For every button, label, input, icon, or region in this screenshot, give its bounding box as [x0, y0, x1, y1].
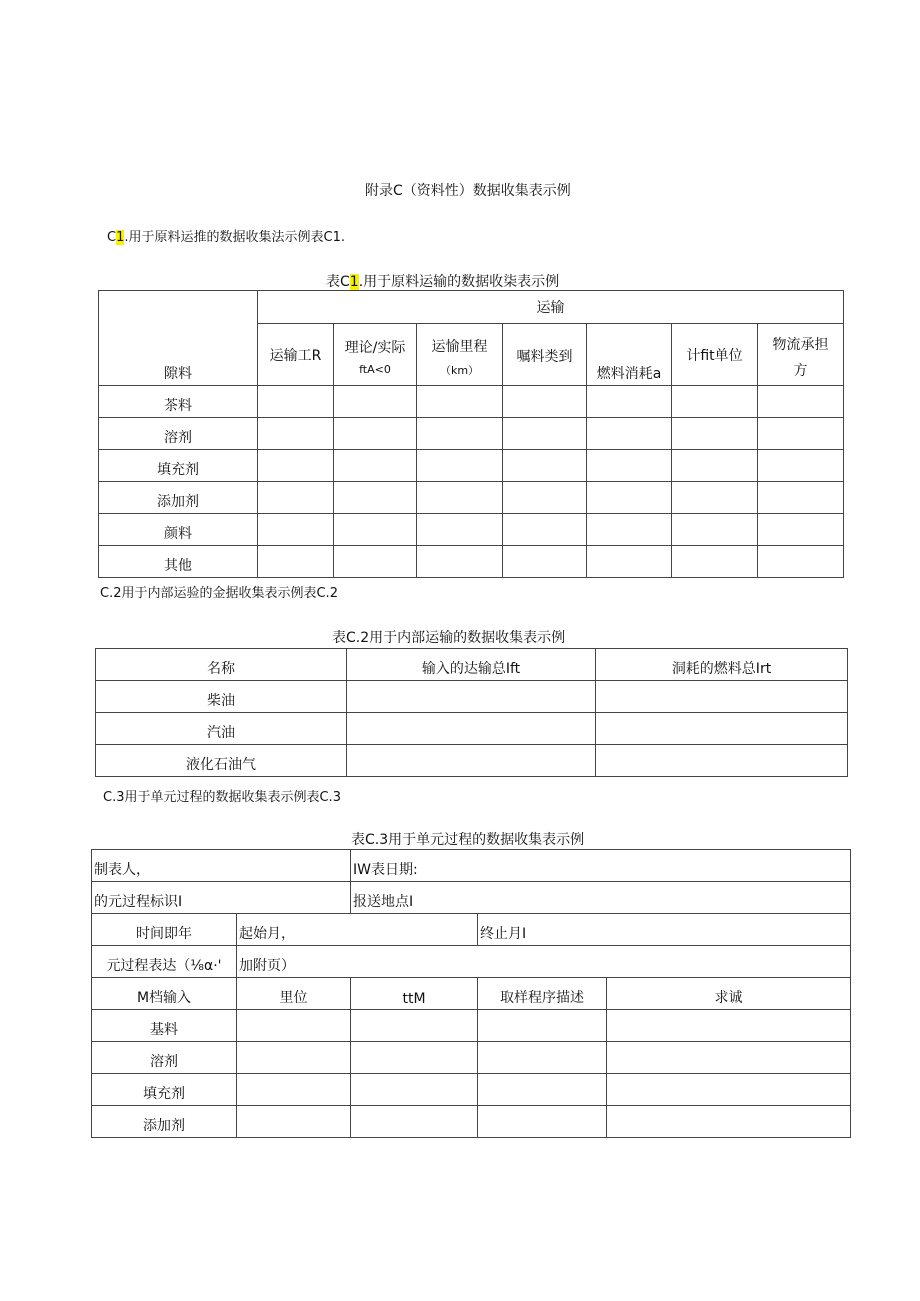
- table-cell[interactable]: [672, 450, 758, 482]
- section-c1-suffix: 1.: [332, 230, 345, 245]
- table-c3-row-label: 基料: [92, 1010, 237, 1042]
- table-c1-caption-pre: 表C: [326, 274, 350, 290]
- table-cell[interactable]: [587, 386, 672, 418]
- table-cell[interactable]: [258, 482, 334, 514]
- table-cell[interactable]: [607, 1106, 851, 1138]
- table-cell[interactable]: [758, 482, 844, 514]
- attach-note[interactable]: 加附页）: [237, 946, 851, 978]
- table-c2-caption: 表C.2用于内部运输的数据收集表示例: [332, 630, 566, 646]
- table-cell[interactable]: [237, 1010, 351, 1042]
- table-c2-col-header: 输入的达输总Ift: [347, 649, 596, 681]
- table-c1-row-label: 溶剂: [99, 418, 258, 450]
- table-c2-row-label: 液化石油气: [96, 745, 347, 777]
- table-cell[interactable]: [237, 1106, 351, 1138]
- table-c1-group-header: 运输: [258, 291, 844, 324]
- table-cell[interactable]: [334, 546, 417, 578]
- table-cell[interactable]: [672, 418, 758, 450]
- table-cell[interactable]: [237, 1042, 351, 1074]
- table-cell[interactable]: [417, 482, 503, 514]
- table-cell[interactable]: [351, 1074, 478, 1106]
- table-c3-col-header: 里位: [237, 978, 351, 1010]
- table-cell[interactable]: [758, 418, 844, 450]
- table-c1-col-header-label: 嘱料类到: [516, 349, 573, 365]
- table-cell[interactable]: [347, 681, 596, 713]
- table-cell[interactable]: [478, 1010, 607, 1042]
- table-cell[interactable]: [503, 514, 587, 546]
- table-cell[interactable]: [334, 418, 417, 450]
- table-cell[interactable]: [258, 386, 334, 418]
- document-title: 附录C（资料性）数据收集表示例: [365, 183, 571, 199]
- table-c1-col-header-label: 运愉里程: [431, 338, 488, 355]
- table-c2-row-label: 柴油: [96, 681, 347, 713]
- table-c1: [98, 290, 844, 578]
- table-cell[interactable]: [596, 713, 848, 745]
- table-cell[interactable]: [258, 418, 334, 450]
- date-field[interactable]: IW表日期:: [351, 850, 851, 882]
- table-cell[interactable]: [503, 482, 587, 514]
- table-c1-col-header-label: 计fit单位: [686, 347, 743, 364]
- table-c1-row-label: 茶料: [99, 386, 258, 418]
- table-cell[interactable]: [334, 386, 417, 418]
- table-cell[interactable]: [503, 450, 587, 482]
- section-c1-highlight: 1: [116, 230, 125, 245]
- process-desc-label: 元过程表达（⅛α·': [92, 946, 237, 978]
- table-cell[interactable]: [672, 482, 758, 514]
- table-cell[interactable]: [587, 514, 672, 546]
- table-c3-caption: 表C.3用于单元过程的数据收集表示例: [351, 832, 585, 848]
- table-c1-col-header: [758, 324, 844, 386]
- table-cell[interactable]: [334, 482, 417, 514]
- table-c1-col-header-label: 运输工R: [269, 347, 322, 364]
- table-cell[interactable]: [503, 546, 587, 578]
- table-c1-caption-highlight: 1: [349, 274, 359, 290]
- table-c1-col-header: [587, 324, 672, 386]
- table-c1-row-label: 其他: [99, 546, 258, 578]
- table-cell[interactable]: [478, 1074, 607, 1106]
- table-cell[interactable]: [478, 1106, 607, 1138]
- table-cell[interactable]: [672, 546, 758, 578]
- table-cell[interactable]: [417, 546, 503, 578]
- table-c1-col-header: [334, 324, 417, 386]
- start-month-field[interactable]: 起始月，: [237, 914, 478, 946]
- table-c2: [95, 648, 848, 777]
- table-c2-col-header: 名称: [96, 649, 347, 681]
- table-c3-col-header: 求诚: [607, 978, 851, 1010]
- table-c3-col-header: ttM: [351, 978, 478, 1010]
- table-cell[interactable]: [351, 1042, 478, 1074]
- table-c2-col-header: 洞耗的燃料总Irt: [596, 649, 848, 681]
- table-cell[interactable]: [587, 450, 672, 482]
- period-label: 时间即年: [92, 914, 237, 946]
- table-c1-col-header-label: 理论/实际: [344, 340, 406, 356]
- table-c1-caption: [326, 271, 559, 291]
- table-cell[interactable]: [478, 1042, 607, 1074]
- table-cell[interactable]: [758, 386, 844, 418]
- table-c1-col-header: [258, 324, 334, 386]
- table-cell[interactable]: [607, 1074, 851, 1106]
- table-cell[interactable]: [237, 1074, 351, 1106]
- table-c1-col-header: [503, 324, 587, 386]
- table-cell[interactable]: [596, 745, 848, 777]
- table-c1-row-label: 颜料: [99, 514, 258, 546]
- table-cell[interactable]: [587, 482, 672, 514]
- table-cell[interactable]: [334, 450, 417, 482]
- table-cell[interactable]: [758, 450, 844, 482]
- location-field[interactable]: 报送地点I: [351, 882, 851, 914]
- table-c3-row-label: 添加剂: [92, 1106, 237, 1138]
- section-c1-prefix: C: [107, 230, 117, 245]
- table-cell[interactable]: [672, 386, 758, 418]
- table-cell[interactable]: [587, 418, 672, 450]
- table-cell[interactable]: [587, 546, 672, 578]
- preparer-field[interactable]: 制表人，: [92, 850, 351, 882]
- table-c1-col-header-label: 物流承担: [772, 336, 829, 353]
- table-c1-col-header-sublabel: ftA<0: [359, 363, 391, 376]
- table-c2-row-label: 汽油: [96, 713, 347, 745]
- table-c1-col-header-sublabel: （km）: [439, 363, 480, 377]
- table-cell[interactable]: [417, 418, 503, 450]
- table-cell[interactable]: [258, 546, 334, 578]
- table-cell[interactable]: [503, 418, 587, 450]
- table-cell[interactable]: [258, 514, 334, 546]
- table-c1-col-header: [672, 324, 758, 386]
- table-cell[interactable]: [351, 1010, 478, 1042]
- table-cell[interactable]: [607, 1042, 851, 1074]
- table-cell[interactable]: [347, 713, 596, 745]
- table-cell[interactable]: [417, 450, 503, 482]
- end-month-field[interactable]: 终止月I: [478, 914, 851, 946]
- table-cell[interactable]: [258, 450, 334, 482]
- table-c1-caption-text: .用于原料运输的数据收柒表示例: [358, 274, 560, 290]
- table-c1-row-label: 填充剂: [99, 450, 258, 482]
- section-c3-heading: C.3用于单元过程的数据收集表示例表C.3: [103, 790, 341, 805]
- table-cell[interactable]: [334, 514, 417, 546]
- table-c1-row-label: 添加剂: [99, 482, 258, 514]
- section-c2-heading: C.2用于内部运验的金据收集表示例表C.2: [100, 586, 338, 601]
- section-c1-text: .用于原料运推的数据收集法示例表C: [124, 230, 333, 245]
- table-c1-col-header-sublabel: 方: [793, 362, 808, 379]
- table-c3-col-header: 取样程序描述: [478, 978, 607, 1010]
- table-cell[interactable]: [758, 546, 844, 578]
- table-c1-col-header-label: 燃料消耗a: [596, 366, 662, 382]
- table-cell[interactable]: [347, 745, 596, 777]
- table-c1-col-header: [417, 324, 503, 386]
- table-c1-row-header: 隙料: [99, 291, 258, 386]
- table-c3-row-label: 溶剂: [92, 1042, 237, 1074]
- table-cell[interactable]: [758, 514, 844, 546]
- section-c1-heading: [107, 226, 345, 245]
- table-cell[interactable]: [417, 514, 503, 546]
- process-id-field[interactable]: 的元过程标识I: [92, 882, 351, 914]
- table-cell[interactable]: [672, 514, 758, 546]
- table-cell[interactable]: [351, 1106, 478, 1138]
- table-c3-col-header: M档输入: [92, 978, 237, 1010]
- table-cell[interactable]: [503, 386, 587, 418]
- table-cell[interactable]: [596, 681, 848, 713]
- table-cell[interactable]: [607, 1010, 851, 1042]
- table-c3: [91, 849, 851, 1138]
- table-cell[interactable]: [417, 386, 503, 418]
- table-c3-row-label: 填充剂: [92, 1074, 237, 1106]
